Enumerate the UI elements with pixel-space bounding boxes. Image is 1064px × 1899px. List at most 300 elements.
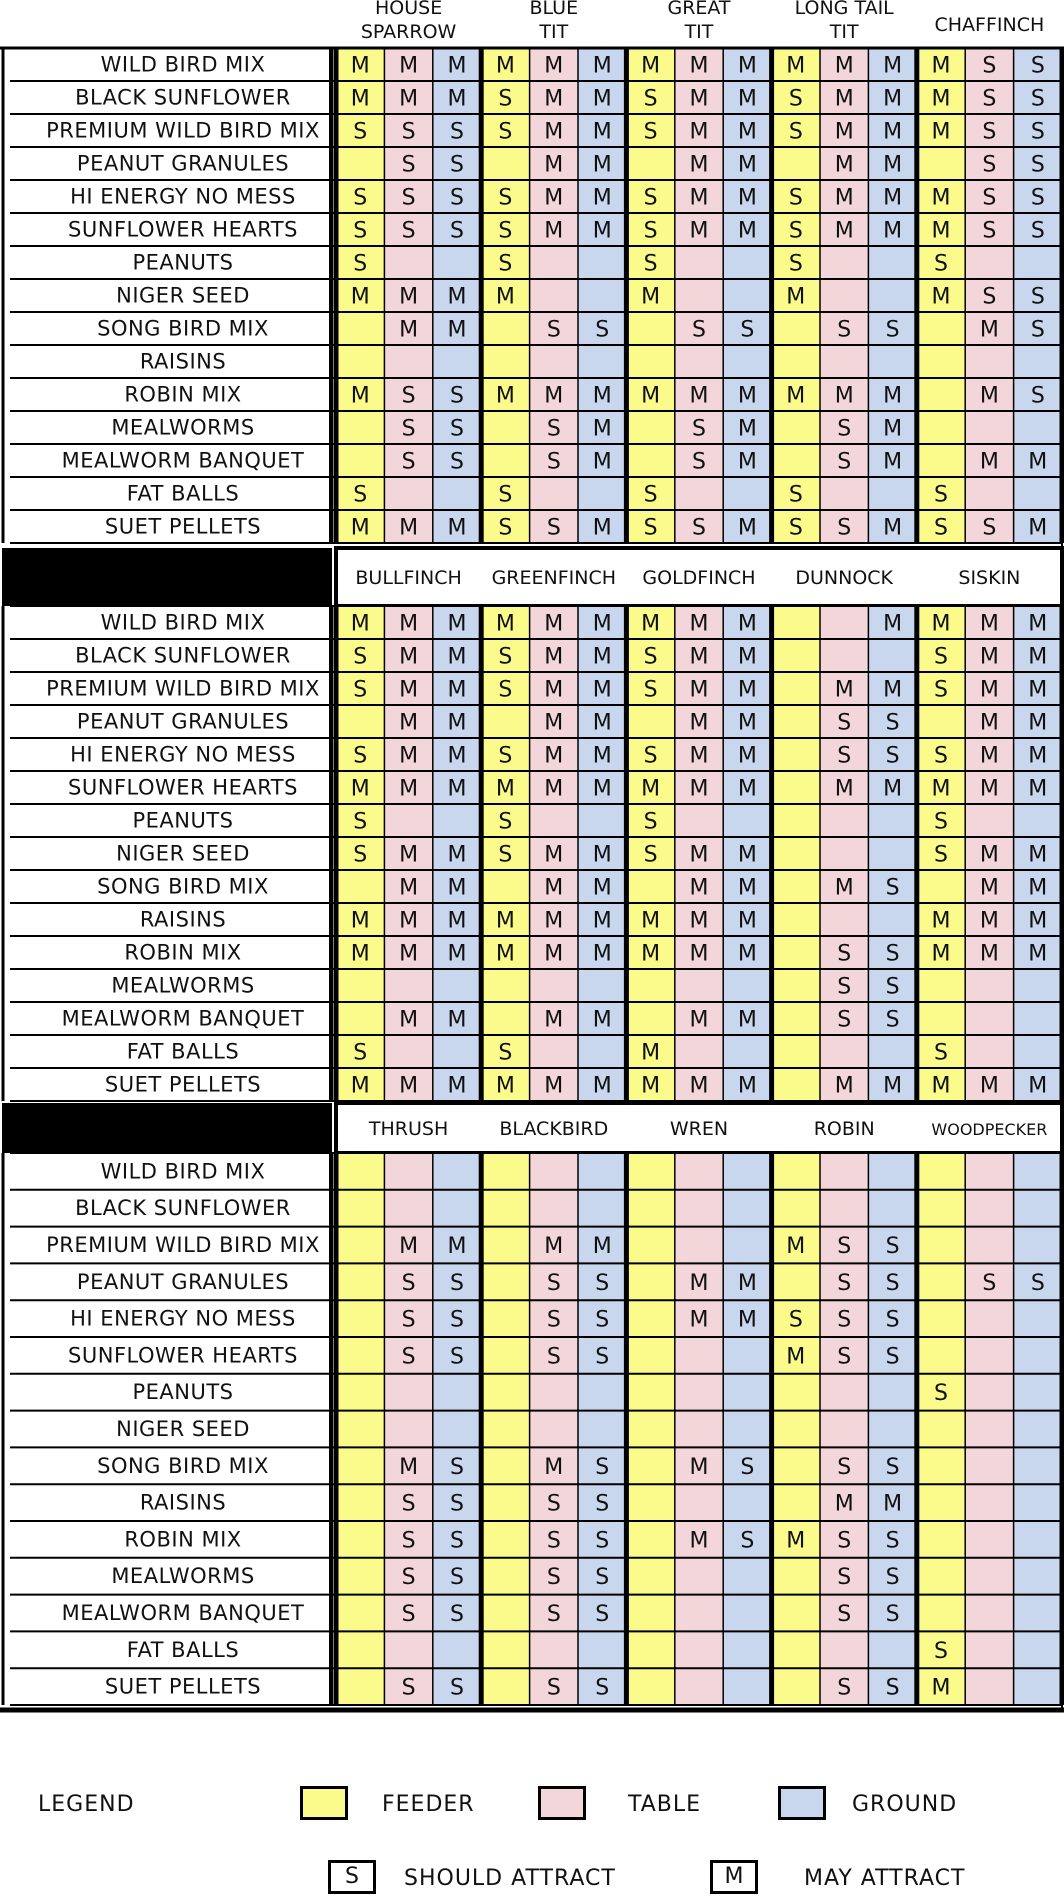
cell-value: S (546, 1307, 561, 1333)
cell (675, 477, 723, 510)
cell (820, 804, 868, 837)
cell-value: M (834, 218, 854, 244)
cell-value: S (450, 218, 464, 244)
cell-value: M (592, 416, 612, 442)
cell-value: M (350, 941, 370, 967)
cell-value: M (834, 152, 854, 178)
cell (530, 969, 578, 1002)
cell-value: M (979, 842, 999, 868)
cell (965, 1190, 1013, 1227)
cell-value: M (737, 53, 757, 79)
cell (336, 1521, 384, 1558)
cell-value: M (689, 611, 709, 637)
cell (772, 738, 820, 771)
food-label: SUET PELLETS (104, 1674, 262, 1699)
cell (626, 1227, 674, 1264)
cell (868, 837, 916, 870)
cell (675, 1374, 723, 1411)
cell (675, 1668, 723, 1705)
cell (772, 936, 820, 969)
cell-value: M (931, 119, 951, 145)
cell (772, 969, 820, 1002)
cell (965, 1447, 1013, 1484)
cell-value: S (982, 53, 997, 79)
cell-value: M (737, 152, 757, 178)
cell-value: S (982, 86, 997, 112)
cell-value: S (837, 941, 852, 967)
cell (481, 444, 529, 477)
cell-value: S (498, 809, 513, 835)
cell-value: S (982, 218, 997, 244)
cell-value: S (353, 1040, 368, 1066)
cell (675, 246, 723, 279)
cell (336, 1484, 384, 1521)
cell (965, 1411, 1013, 1448)
cell (675, 279, 723, 312)
cell (868, 477, 916, 510)
cell-value: M (592, 1007, 612, 1033)
cell-value: S (885, 875, 900, 901)
cell-value: M (834, 53, 854, 79)
cell-value: S (885, 1307, 900, 1333)
cell (965, 1484, 1013, 1521)
cell-value: M (979, 743, 999, 769)
cell (917, 312, 965, 345)
cell-value: M (544, 644, 564, 670)
cell-value: M (592, 449, 612, 475)
cell-value: S (595, 1565, 610, 1591)
cell-value: S (788, 119, 803, 145)
cell (578, 1411, 626, 1448)
cell-value: M (689, 53, 709, 79)
cell-value: S (837, 1007, 852, 1033)
cell-value: S (546, 317, 561, 343)
cell (433, 477, 481, 510)
bird-header-blackbird: BLACKBIRD (499, 1118, 609, 1140)
cell-value: S (595, 1491, 610, 1517)
cell-value: M (1028, 449, 1048, 475)
cell-value: M (737, 416, 757, 442)
cell-value: M (592, 119, 612, 145)
cell (336, 1595, 384, 1632)
cell-value: M (350, 515, 370, 541)
cell-value: M (447, 710, 467, 736)
cell (917, 1337, 965, 1374)
cell-value: S (643, 218, 658, 244)
cell (530, 279, 578, 312)
cell-value: M (447, 1073, 467, 1099)
cell-value: S (1030, 218, 1045, 244)
cell (868, 1190, 916, 1227)
cell-value: M (641, 611, 661, 637)
cell (723, 246, 771, 279)
cell (820, 606, 868, 639)
legend-may-label: MAY ATTRACT (804, 1866, 966, 1891)
cell-value: S (885, 743, 900, 769)
cell (675, 804, 723, 837)
cell-value: M (883, 1073, 903, 1099)
cell (723, 1227, 771, 1264)
food-label: SONG BIRD MIX (97, 1453, 269, 1478)
cell-value: S (885, 710, 900, 736)
cell-value: M (883, 449, 903, 475)
food-label: SUET PELLETS (104, 514, 262, 539)
cell (481, 1668, 529, 1705)
cell (1014, 1411, 1062, 1448)
cell-value: S (643, 251, 658, 277)
cell-value: M (592, 383, 612, 409)
cell (820, 1631, 868, 1668)
cell (917, 1300, 965, 1337)
cell-value: M (544, 842, 564, 868)
cell-value: S (353, 218, 368, 244)
cell-value: M (447, 317, 467, 343)
cell-value: M (592, 941, 612, 967)
cell-value: M (979, 908, 999, 934)
cell-value: S (692, 449, 706, 475)
cell-value: M (689, 677, 709, 703)
cell-value: S (885, 1234, 900, 1259)
cell (626, 147, 674, 180)
cell (336, 1190, 384, 1227)
cell-value: M (447, 644, 467, 670)
bird-header-siskin: SISKIN (958, 567, 1021, 589)
cell (917, 444, 965, 477)
cell (530, 1631, 578, 1668)
cell-value: S (595, 1307, 610, 1333)
cell (336, 1631, 384, 1668)
cell-value: S (353, 842, 368, 868)
cell-value: S (692, 416, 706, 442)
cell-value: S (450, 119, 464, 145)
food-label: RAISINS (139, 907, 227, 932)
cell (723, 1668, 771, 1705)
cell-value: M (883, 185, 903, 211)
cell-value: M (883, 515, 903, 541)
cell-value: M (689, 644, 709, 670)
cell (1014, 345, 1062, 378)
cell-value: S (837, 743, 852, 769)
cell (820, 903, 868, 936)
cell-value: S (595, 1528, 610, 1554)
cell-value: S (837, 1454, 852, 1480)
cell (578, 246, 626, 279)
bird-header-greenfinch: GREENFINCH (491, 567, 617, 589)
cell (772, 705, 820, 738)
cell-value: S (401, 1675, 416, 1701)
cell (965, 246, 1013, 279)
cell-value: M (544, 383, 564, 409)
cell (917, 870, 965, 903)
cell-value: S (885, 1528, 900, 1554)
cell-value: M (1028, 743, 1048, 769)
cell (772, 1263, 820, 1300)
cell-value: M (495, 53, 515, 79)
cell-value: M (495, 383, 515, 409)
food-label: HI ENERGY NO MESS (70, 742, 296, 767)
cell-value: M (689, 776, 709, 802)
cell-value: M (592, 908, 612, 934)
cell (965, 1337, 1013, 1374)
cell-value: M (834, 383, 854, 409)
food-label: BLACK SUNFLOWER (75, 1196, 291, 1221)
cell (772, 606, 820, 639)
cell (481, 870, 529, 903)
cell-value: M (544, 185, 564, 211)
cell-value: M (689, 941, 709, 967)
cell-value: S (788, 86, 803, 112)
cell-value: M (399, 677, 419, 703)
cell (481, 1337, 529, 1374)
cell (723, 279, 771, 312)
cell-value: M (737, 1073, 757, 1099)
cell-value: M (399, 743, 419, 769)
food-label: SUNFLOWER HEARTS (68, 217, 298, 242)
cell-value: S (595, 1454, 610, 1480)
cell-value: M (544, 152, 564, 178)
cell-value: M (737, 383, 757, 409)
food-label: PEANUTS (132, 808, 234, 833)
cell (772, 1035, 820, 1068)
cell (723, 804, 771, 837)
cell (965, 1558, 1013, 1595)
cell (675, 1227, 723, 1264)
cell-value: M (689, 152, 709, 178)
cell (917, 705, 965, 738)
cell (965, 1035, 1013, 1068)
cell-value: S (740, 1528, 755, 1554)
cell (336, 1227, 384, 1264)
cell-value: M (689, 875, 709, 901)
cell-value: S (885, 1007, 900, 1033)
cell (626, 312, 674, 345)
cell (626, 1521, 674, 1558)
cell-value: M (495, 908, 515, 934)
cell (626, 444, 674, 477)
cell (723, 1190, 771, 1227)
cell-value: M (544, 710, 564, 736)
cell (1014, 1153, 1062, 1190)
cell-value: S (837, 1234, 852, 1259)
cell-value: M (592, 743, 612, 769)
cell-value: S (353, 482, 368, 508)
cell-value: M (447, 53, 467, 79)
cell-value: M (737, 449, 757, 475)
cell-value: M (544, 875, 564, 901)
cell (1014, 1521, 1062, 1558)
cell-value: S (353, 677, 368, 703)
cell-value: M (592, 1073, 612, 1099)
cell (772, 1002, 820, 1035)
cell (1014, 1190, 1062, 1227)
cell-value: S (401, 119, 416, 145)
cell (723, 1337, 771, 1374)
cell (1014, 1002, 1062, 1035)
cell-value: S (450, 416, 464, 442)
cell (578, 279, 626, 312)
cell (481, 705, 529, 738)
cell-value: S (401, 416, 416, 442)
food-label: SUET PELLETS (104, 1072, 262, 1097)
cell-value: S (595, 1675, 610, 1701)
cell-value: S (498, 218, 513, 244)
cell-value: M (399, 1007, 419, 1033)
cell-value: S (934, 677, 948, 703)
cell-value: S (982, 119, 997, 145)
cell-value: S (498, 1040, 513, 1066)
cell-value: M (979, 611, 999, 637)
cell (965, 969, 1013, 1002)
cell-value: S (450, 1344, 464, 1370)
cell-value: S (1030, 383, 1045, 409)
cell-value: M (931, 284, 951, 310)
cell-value: M (834, 185, 854, 211)
section-header-band (2, 548, 332, 606)
cell-value: M (737, 644, 757, 670)
cell-value: M (786, 383, 806, 409)
cell-value: S (546, 1270, 561, 1296)
cell-value: M (641, 1040, 661, 1066)
cell (384, 1153, 432, 1190)
cell (965, 1002, 1013, 1035)
cell-value: S (885, 1454, 900, 1480)
cell-value: S (788, 218, 803, 244)
cell-value: M (592, 152, 612, 178)
cell-value: S (740, 1454, 755, 1480)
cell (868, 246, 916, 279)
cell-value: M (883, 152, 903, 178)
cell-value: S (788, 482, 803, 508)
cell (675, 1558, 723, 1595)
cell (772, 639, 820, 672)
food-label: PREMIUM WILD BIRD MIX (46, 118, 320, 143)
food-label: MEALWORM BANQUET (61, 448, 305, 473)
cell (868, 1374, 916, 1411)
cell-value: M (931, 53, 951, 79)
cell-value: S (1030, 317, 1045, 343)
cell (1014, 1337, 1062, 1374)
food-label: PREMIUM WILD BIRD MIX (46, 676, 320, 701)
cell (481, 1374, 529, 1411)
cell (433, 804, 481, 837)
cell-value: M (447, 284, 467, 310)
cell-value: M (592, 515, 612, 541)
cell-value: S (1030, 152, 1045, 178)
food-label: MEALWORM BANQUET (61, 1006, 305, 1031)
cell (433, 1190, 481, 1227)
cell (965, 345, 1013, 378)
cell-value: S (498, 743, 513, 769)
cell-value: M (399, 1073, 419, 1099)
cell-value: S (498, 482, 513, 508)
cell-value: S (837, 710, 852, 736)
cell-value: S (885, 974, 900, 1000)
cell-value: M (544, 611, 564, 637)
food-label: WILD BIRD MIX (100, 610, 266, 635)
legend-feeder-label: FEEDER (382, 1792, 475, 1817)
cell-value: M (689, 1454, 709, 1480)
cell (820, 345, 868, 378)
cell (772, 804, 820, 837)
cell (530, 477, 578, 510)
cell (723, 1035, 771, 1068)
cell (917, 1227, 965, 1264)
legend-ground-swatch (778, 1786, 826, 1820)
cell-value: S (643, 119, 658, 145)
cell-value: M (883, 86, 903, 112)
cell-value: M (592, 677, 612, 703)
cell (917, 147, 965, 180)
cell-value: M (447, 611, 467, 637)
cell-value: M (931, 776, 951, 802)
cell (675, 1411, 723, 1448)
cell (965, 1595, 1013, 1632)
cell-value: M (592, 710, 612, 736)
cell (917, 411, 965, 444)
cell (965, 1668, 1013, 1705)
cell (723, 477, 771, 510)
cell-value: M (689, 1270, 709, 1296)
cell-value: S (450, 1491, 464, 1517)
cell-value: M (737, 611, 757, 637)
cell-value: S (885, 1565, 900, 1591)
cell (917, 1447, 965, 1484)
cell-value: S (498, 119, 513, 145)
section-3 (2, 1103, 1062, 1705)
cell-value: S (643, 809, 658, 835)
cell (917, 1002, 965, 1035)
cell-value: M (786, 1234, 806, 1259)
cell (481, 411, 529, 444)
cell-value: M (544, 1073, 564, 1099)
cell (481, 1521, 529, 1558)
cell (384, 477, 432, 510)
cell (626, 1411, 674, 1448)
cell (433, 246, 481, 279)
cell-value: M (544, 119, 564, 145)
bird-header-long-tail-tit: LONG TAIL TIT (794, 0, 894, 43)
cell (433, 1374, 481, 1411)
cell-value: M (834, 1073, 854, 1099)
cell (1014, 1447, 1062, 1484)
cell (433, 1035, 481, 1068)
cell (481, 1484, 529, 1521)
cell (578, 477, 626, 510)
cell-value: S (837, 416, 852, 442)
cell-value: M (592, 842, 612, 868)
cell (336, 1337, 384, 1374)
cell (433, 969, 481, 1002)
cell-value: M (495, 941, 515, 967)
legend-title: LEGEND (38, 1792, 135, 1817)
food-label: NIGER SEED (116, 1417, 250, 1441)
cell-value: M (834, 677, 854, 703)
cell (481, 1002, 529, 1035)
cell-value: M (641, 941, 661, 967)
cell (578, 1153, 626, 1190)
cell-value: S (595, 317, 610, 343)
cell-value: M (592, 875, 612, 901)
cell (626, 705, 674, 738)
cell (626, 411, 674, 444)
cell (772, 1153, 820, 1190)
cell-value: S (788, 251, 803, 277)
cell-value: S (498, 677, 513, 703)
cell-value: M (689, 185, 709, 211)
cell (868, 639, 916, 672)
cell (1014, 1558, 1062, 1595)
cell-value: M (689, 1307, 709, 1333)
